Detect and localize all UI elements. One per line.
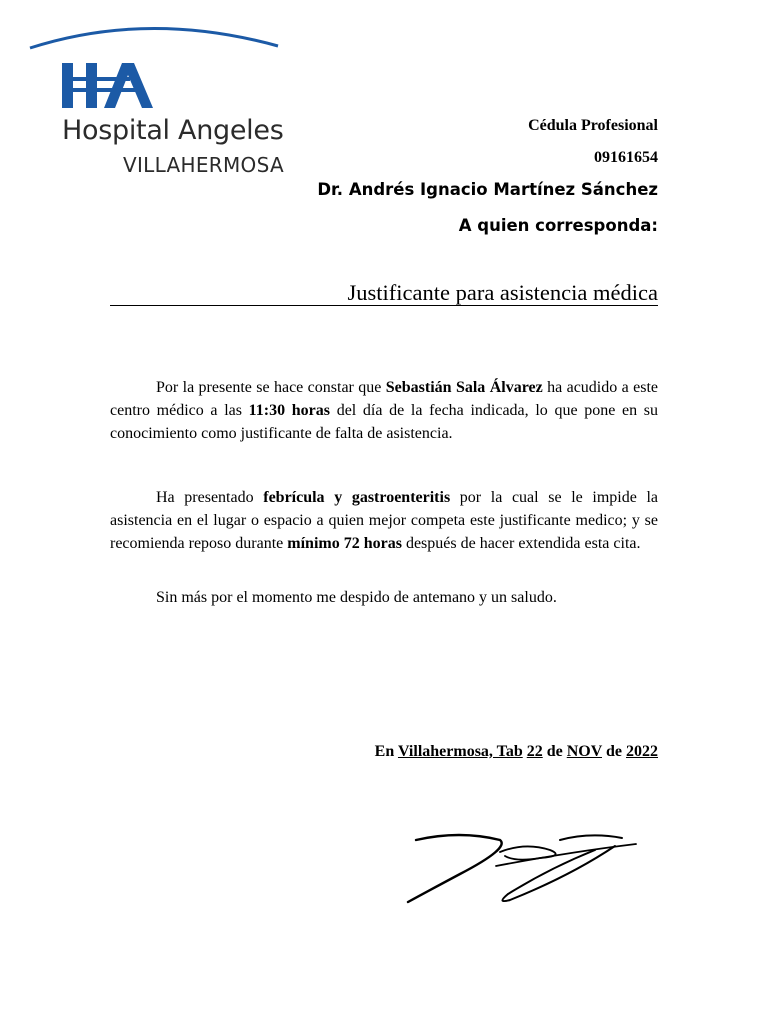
date-line [375,743,658,761]
document-title: Justificante para asistencia médica [347,280,658,305]
doctor-name: Dr. Andrés Ignacio Martínez Sánchez [317,180,658,199]
rest-duration: mínimo 72 horas [287,535,402,552]
logo-arc [28,18,288,52]
cedula-number: 09161654 [594,149,658,166]
p2-text-2: por la cual se le impide la asistencia en el lugar o espacio a quien mejor competa este justificante medico; y se recomienda reposo durante [110,489,658,552]
paragraph-diagnosis [110,486,658,555]
handwritten-signature [400,826,650,910]
paragraph-attendance [110,376,658,445]
patient-name: Sebastián Sala Álvarez [385,379,543,396]
date-place: Villahermosa, Tab [397,743,523,760]
diagnosis: febrícula y gastroenteritis [263,489,451,506]
title-rule [110,305,658,306]
hospital-angeles-logo-icon [62,63,154,108]
date-year: 2022 [626,743,658,760]
attendance-time: 11:30 horas [248,402,331,419]
cedula-label: Cédula Profesional [528,117,658,134]
date-prefix: En [374,743,395,760]
date-month: NOV [566,743,602,760]
paragraph-farewell: Sin más por el momento me despido de antemano y un saludo. [156,589,557,606]
p1-text-1: Por la presente se hace constar que [156,379,386,396]
date-de-1: de [546,743,563,760]
date-day: 22 [526,743,543,760]
date-de-2: de [606,743,622,760]
p2-text-1: Ha presentado [156,489,264,506]
p1-text-3: del día de la fecha indicada, lo que pone en su conocimiento como justificante de falta de asistencia. [110,402,659,442]
p2-text-3: después de hacer extendida esta cita. [401,535,641,552]
p1-text-2: ha acudido a este centro médico a las [110,379,659,419]
logo-city: VILLAHERMOSA [123,153,284,177]
logo-name: Hospital Angeles [62,115,284,146]
greeting: A quien corresponda: [458,216,658,235]
